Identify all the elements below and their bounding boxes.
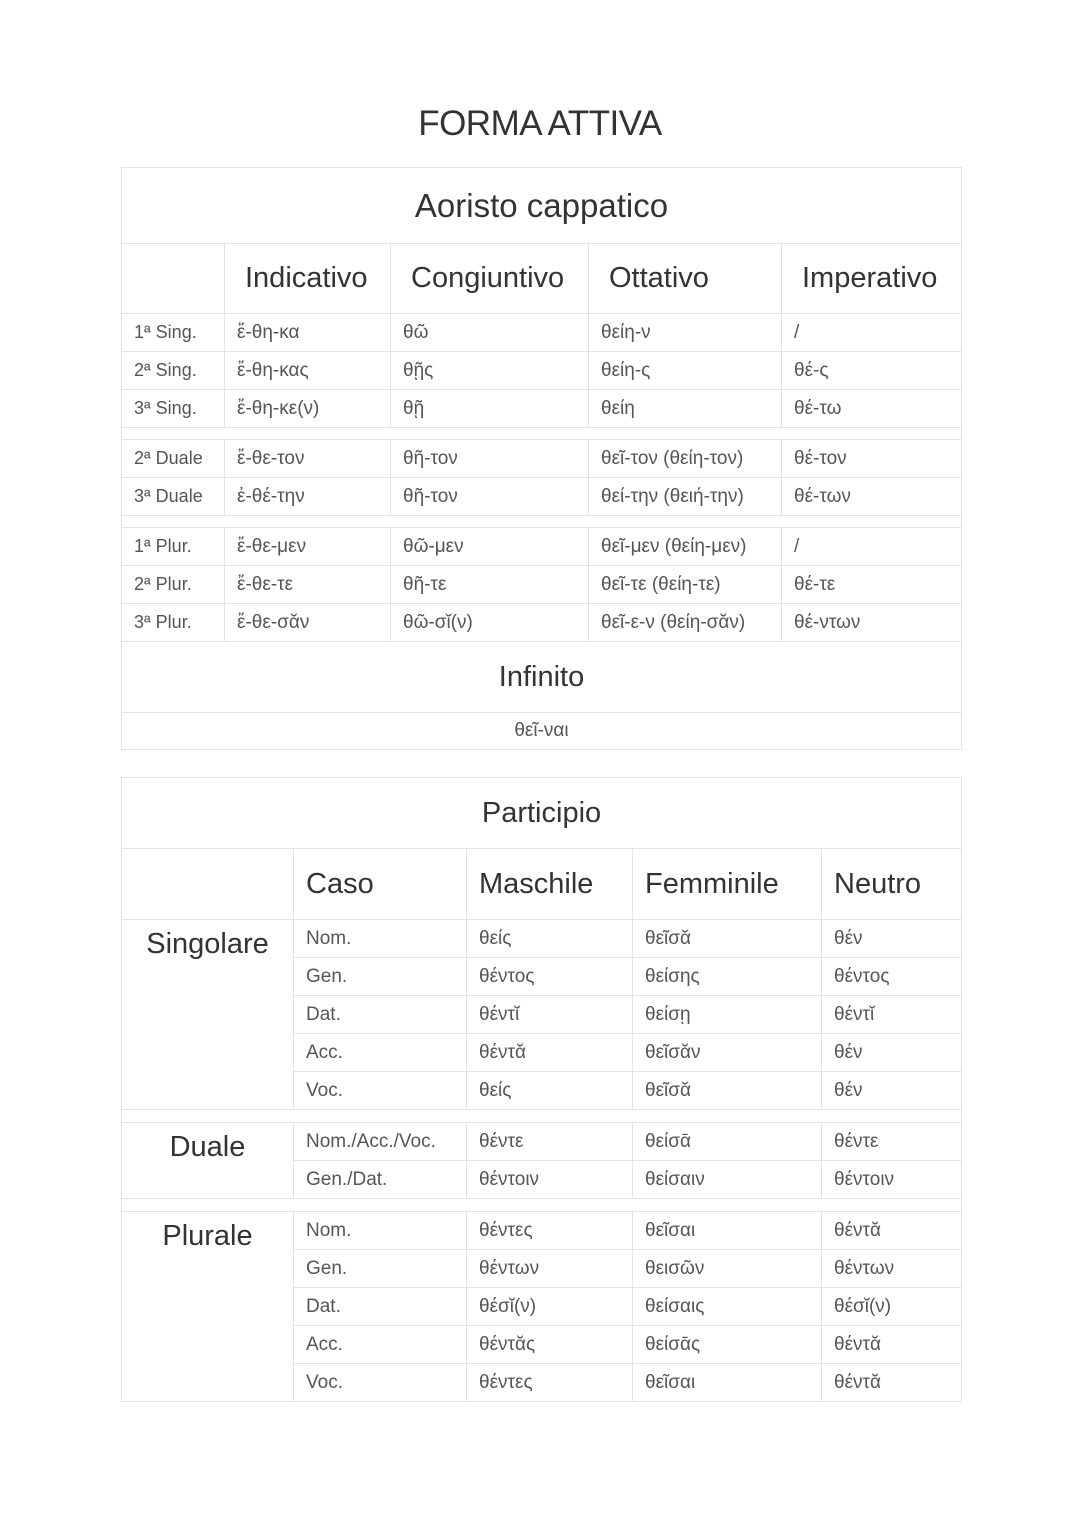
declension-cell: θεῖσαι <box>633 1364 822 1402</box>
conjugation-cell: θῶ-μεν <box>391 528 589 566</box>
spacer-row <box>122 1110 962 1123</box>
participle-table-body <box>122 920 962 1402</box>
table-row <box>122 314 962 352</box>
table-row <box>122 566 962 604</box>
row-label: 1ª Plur. <box>122 528 225 566</box>
conjugation-cell: ἔ-θε-σᾰν <box>225 604 391 642</box>
declension-cell: θέντων <box>822 1250 962 1288</box>
conjugation-cell: θείη-ν <box>589 314 782 352</box>
spacer-row <box>122 428 962 440</box>
conjugation-cell: / <box>782 314 962 352</box>
declension-cell: θέντοιν <box>822 1161 962 1199</box>
spacer-row <box>122 516 962 528</box>
conjugation-cell: θεῖ-τον (θείη-τον) <box>589 440 782 478</box>
case-label: Gen. <box>294 958 467 996</box>
declension-cell: θέντος <box>822 958 962 996</box>
declension-cell: θέντᾰς <box>467 1326 633 1364</box>
infinito-header-row <box>122 642 962 713</box>
column-header-ottativo: Ottativo <box>589 244 782 314</box>
case-label: Dat. <box>294 1288 467 1326</box>
table-row <box>122 478 962 516</box>
declension-cell: θεῖσᾰν <box>633 1034 822 1072</box>
table-row <box>122 528 962 566</box>
declension-cell: θείσᾱς <box>633 1326 822 1364</box>
conjugation-cell: θῶ-σῐ(ν) <box>391 604 589 642</box>
case-label: Nom. <box>294 1212 467 1250</box>
declension-cell: θείσᾱ <box>633 1123 822 1161</box>
conjugation-cell: ἔ-θη-κα <box>225 314 391 352</box>
case-label: Gen. <box>294 1250 467 1288</box>
conjugation-cell: θεῖ-ε-ν (θείη-σᾰν) <box>589 604 782 642</box>
case-label: Nom./Acc./Voc. <box>294 1123 467 1161</box>
conjugation-cell: θέ-τω <box>782 390 962 428</box>
declension-cell: θέντᾰ <box>822 1212 962 1250</box>
infinito-value: θεῖ-ναι <box>122 713 962 750</box>
table-row <box>122 1212 962 1250</box>
number-group-label: Plurale <box>122 1212 294 1402</box>
declension-cell: θείσαις <box>633 1288 822 1326</box>
row-label: 3ª Duale <box>122 478 225 516</box>
row-label: 3ª Plur. <box>122 604 225 642</box>
conjugation-cell: θῇς <box>391 352 589 390</box>
conjugation-cell: θῶ <box>391 314 589 352</box>
table-row <box>122 920 962 958</box>
declension-cell: θέν <box>822 1034 962 1072</box>
conjugation-cell: θεί-την (θειή-την) <box>589 478 782 516</box>
spacer-cell <box>122 1110 962 1123</box>
conjugation-cell: ἔ-θε-τον <box>225 440 391 478</box>
conjugation-cell: θῆ-τον <box>391 478 589 516</box>
participle-declension-table <box>121 777 962 1402</box>
table-caption: Aoristo cappatico <box>122 168 962 244</box>
conjugation-cell: θεῖ-μεν (θείη-μεν) <box>589 528 782 566</box>
table-row <box>122 352 962 390</box>
column-header-imperativo: Imperativo <box>782 244 962 314</box>
declension-cell: θέντε <box>467 1123 633 1161</box>
conjugation-cell: θείη-ς <box>589 352 782 390</box>
declension-cell: θέντος <box>467 958 633 996</box>
row-label: 2ª Duale <box>122 440 225 478</box>
conjugation-cell: θέ-τε <box>782 566 962 604</box>
row-label: 2ª Plur. <box>122 566 225 604</box>
table-caption: Participio <box>122 778 962 849</box>
aorist-conjugation-table <box>121 167 962 750</box>
conjugation-cell: θέ-ς <box>782 352 962 390</box>
declension-cell: θέν <box>822 1072 962 1110</box>
declension-cell: θέσῐ(ν) <box>822 1288 962 1326</box>
conjugation-cell: ἔ-θη-κας <box>225 352 391 390</box>
conjugation-cell: θέ-τον <box>782 440 962 478</box>
declension-cell: θεισῶν <box>633 1250 822 1288</box>
declension-cell: θεῖσαι <box>633 1212 822 1250</box>
spacer-cell <box>122 428 962 440</box>
conjugation-cell: ἔ-θε-μεν <box>225 528 391 566</box>
table-header-row <box>122 849 962 920</box>
table-row <box>122 604 962 642</box>
declension-cell: θείσης <box>633 958 822 996</box>
case-label: Acc. <box>294 1326 467 1364</box>
declension-cell: θείσῃ <box>633 996 822 1034</box>
conjugation-cell: θέ-των <box>782 478 962 516</box>
spacer-cell <box>122 1199 962 1212</box>
case-label: Voc. <box>294 1072 467 1110</box>
spacer-cell <box>122 516 962 528</box>
column-header-empty <box>122 849 294 920</box>
column-header-maschile: Maschile <box>467 849 633 920</box>
conjugation-cell: ἔ-θε-τε <box>225 566 391 604</box>
declension-cell: θέντε <box>822 1123 962 1161</box>
number-group-label: Duale <box>122 1123 294 1199</box>
column-header-congiuntivo: Congiuntivo <box>391 244 589 314</box>
declension-cell: θέν <box>822 920 962 958</box>
conjugation-cell: θῆ-τον <box>391 440 589 478</box>
aorist-table-body <box>122 314 962 642</box>
declension-cell: θέντων <box>467 1250 633 1288</box>
number-group-label: Singolare <box>122 920 294 1110</box>
row-label: 3ª Sing. <box>122 390 225 428</box>
column-header-femminile: Femminile <box>633 849 822 920</box>
table-caption-row <box>122 778 962 849</box>
table-row <box>122 440 962 478</box>
case-label: Nom. <box>294 920 467 958</box>
conjugation-cell: / <box>782 528 962 566</box>
declension-cell: θέντῐ <box>467 996 633 1034</box>
conjugation-cell: ἔ-θη-κε(ν) <box>225 390 391 428</box>
declension-cell: θέντᾰ <box>822 1326 962 1364</box>
declension-cell: θέντᾰ <box>467 1034 633 1072</box>
case-label: Dat. <box>294 996 467 1034</box>
infinito-value-row <box>122 713 962 750</box>
conjugation-cell: ἐ-θέ-την <box>225 478 391 516</box>
declension-cell: θέντες <box>467 1364 633 1402</box>
conjugation-cell: θέ-ντων <box>782 604 962 642</box>
declension-cell: θέντῐ <box>822 996 962 1034</box>
case-label: Gen./Dat. <box>294 1161 467 1199</box>
spacer-row <box>122 1199 962 1212</box>
column-header-indicativo: Indicativo <box>225 244 391 314</box>
declension-cell: θεῖσᾰ <box>633 920 822 958</box>
column-header-empty <box>122 244 225 314</box>
case-label: Acc. <box>294 1034 467 1072</box>
declension-cell: θείσαιν <box>633 1161 822 1199</box>
case-label: Voc. <box>294 1364 467 1402</box>
declension-cell: θέντες <box>467 1212 633 1250</box>
table-row <box>122 390 962 428</box>
table-caption-row <box>122 168 962 244</box>
row-label: 2ª Sing. <box>122 352 225 390</box>
conjugation-cell: θεῖ-τε (θείη-τε) <box>589 566 782 604</box>
table-row <box>122 1123 962 1161</box>
declension-cell: θέσῐ(ν) <box>467 1288 633 1326</box>
declension-cell: θεῖσᾰ <box>633 1072 822 1110</box>
declension-cell: θείς <box>467 1072 633 1110</box>
declension-cell: θέντᾰ <box>822 1364 962 1402</box>
table-header-row <box>122 244 962 314</box>
conjugation-cell: θῆ-τε <box>391 566 589 604</box>
row-label: 1ª Sing. <box>122 314 225 352</box>
declension-cell: θείς <box>467 920 633 958</box>
column-header-neutro: Neutro <box>822 849 962 920</box>
column-header-caso: Caso <box>294 849 467 920</box>
conjugation-cell: θείη <box>589 390 782 428</box>
infinito-label: Infinito <box>122 642 962 713</box>
declension-cell: θέντοιν <box>467 1161 633 1199</box>
page-title: FORMA ATTIVA <box>418 104 662 143</box>
conjugation-cell: θῇ <box>391 390 589 428</box>
